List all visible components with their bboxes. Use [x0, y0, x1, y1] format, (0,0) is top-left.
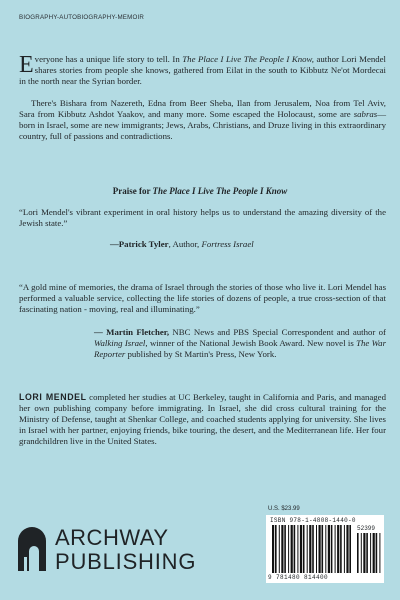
price-addon-code: 52399 [357, 525, 376, 532]
logo-word-publishing: PUBLISHING [55, 549, 197, 574]
price-label: U.S. $23.99 [268, 506, 300, 512]
isbn-barcode [266, 515, 384, 583]
category-label: BIOGRAPHY-AUTOBIOGRAPHY-MEMOIR [19, 14, 145, 21]
barcode-bars [266, 515, 384, 583]
author-bio: LORI MENDEL completed her studies at UC Berkeley, taught in California and Paris, and managed her own publishing company before immigrating. In Israel, she did cross cultural training for the Ministry of Defense, taught at Shenkar College, and coached students applying for university. She lives in Israel with her partner, enjoying friends, bike touring, the desert, and the Mediterranean life. Her four grandchildren live in the United States. [19, 392, 386, 446]
characters-paragraph: There's Bishara from Nazereth, Edna from Beer Sheba, Ilan from Jerusalem, Noa from Tel Aviv, Sara from Kibbutz Ashdot Yaakov, and many more. Some escaped the Holocaust, some are sabras—born in Israel, some are new immigrants; Jews, Arabs, Christians, and Druze living in this extraordinary country, full of passions and contradictions. [19, 98, 386, 141]
drop-cap: E [19, 52, 34, 78]
logo-word-archway: ARCHWAY [55, 525, 169, 550]
intro-paragraph: Everyone has a unique life story to tell. In The Place I Live The People I Know, author Lori Mendel shares stories from people she knows, gathered from Eilat in the south to Kibbutz Ne'ot Mordecai in the north near the Syrian border. [19, 52, 387, 86]
praise-heading: Praise for The Place I Live The People I Know [112, 186, 288, 196]
barcode-number: 9 781480 814400 [268, 574, 329, 581]
book-title: The Place I Live The People I Know, [182, 54, 314, 64]
archway-publishing-logo [16, 525, 206, 577]
archway-logo-icon [16, 527, 48, 571]
quote-attribution: — Martin Fletcher, NBC News and PBS Special Correspondent and author of Walking Israel, winner of the National Jewish Book Award. New novel is The War Reporter published by St Martin's Press, New York. [94, 327, 386, 359]
quote-attribution: —Patrick Tyler, Author, Fortress Israel [110, 239, 254, 249]
isbn-text: ISBN 978-1-4808-1440-0 [270, 517, 356, 524]
author-name: LORI MENDEL [19, 392, 87, 402]
quote-patrick-tyler: “Lori Mendel's vibrant experiment in oral history helps us to understand the amazing diversity of the Jewish state.” [19, 207, 386, 228]
quote-martin-fletcher: “A gold mine of memories, the drama of Israel through the stories of those who live it. Lori Mendel has performed a valuable service, collecting the life stories of dozens of people, a true cross-section of that fascinating nation - moving, real and illuminating.” [19, 282, 386, 314]
